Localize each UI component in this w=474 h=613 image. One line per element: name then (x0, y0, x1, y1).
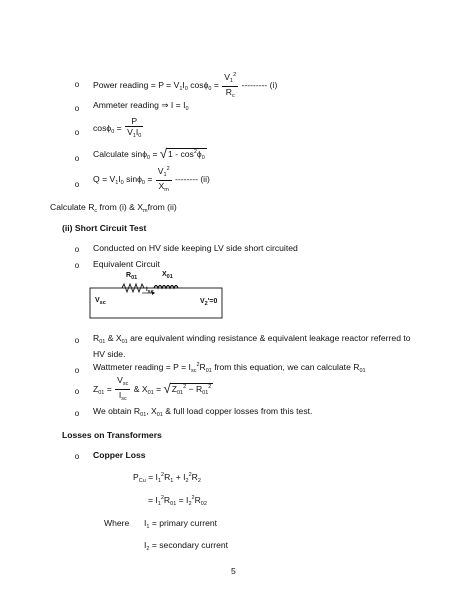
bullet: o (74, 409, 80, 418)
bullet: o (74, 366, 80, 375)
where-label: Where (104, 518, 130, 528)
circuit-x-label: $X_{01}$ (162, 271, 173, 280)
bullet: o (74, 387, 80, 396)
bullet: o (74, 128, 80, 137)
i1-definition: $I_1$ = primary current (144, 518, 218, 530)
bullet: o (74, 154, 80, 163)
losses-heading: Losses on Transformers (62, 430, 162, 440)
sc-bullet-wattmeter: Wattmeter reading = $P = I_{sc}^2R_{01}$ from this equation, we can calculate $R_{01}$ (93, 362, 366, 374)
sc-bullet-hv-side: Conducted on HV side keeping LV side short circuited (93, 243, 298, 253)
circuit-r-label: $R_{01}$ (126, 272, 138, 281)
cos-phi-eq: cosϕ$_0$ = $\frac{P}{V_1I_0}$ (93, 116, 142, 139)
circuit-v-label: $V_{sc}$ (95, 297, 106, 306)
pcu-eq-line2: = $I_1^2R_{01} = I_2^2R_{02}$ (148, 495, 207, 507)
q-eq: $Q = V_1I_0$ sinϕ$_0$ = $\frac{V_1^2}{X_m}$ -------- (ii) (93, 166, 210, 193)
bullet: o (74, 80, 80, 89)
inductor-symbol (154, 286, 178, 289)
sc-bullet-equivalent-circuit: Equivalent Circuit (93, 259, 160, 269)
sc-bullet-impedance: $Z_{01}$ = $\frac{V_{sc}}{I_{sc}}$ & $X_{01} = √Z_{01}^2 - R_{01}^2$ (93, 375, 212, 402)
bullet: o (74, 104, 80, 113)
sc-bullet-hv-side-cont: HV side. (93, 349, 126, 359)
calc-sin-eq: Calculate $\sin\phi_0 = √1 - \cos^2\phi_0$ (93, 146, 205, 161)
bullet: o (74, 452, 80, 461)
bullet: o (74, 245, 80, 254)
sc-bullet-obtain: We obtain $R_{01}$, $X_{01}$ & full load copper losses from this test. (93, 406, 313, 418)
short-circuit-heading: (ii) Short Circuit Test (62, 223, 147, 233)
equivalent-circuit-diagram (88, 272, 228, 320)
sc-bullet-equivalent-resistance: $R_{01}$ & $X_{01}$ are equivalent winding resistance & equivalent leakage reactor referred to (93, 333, 411, 345)
pcu-eq: $P_{Cu} = I_1^2R_1 + I_2^2R_2$ (133, 472, 201, 484)
bullet: o (74, 261, 80, 270)
calculate-rc-line: Calculate $R_c$ from (i) & $X_mfrom$ (ii) (50, 202, 177, 214)
ammeter-reading-eq: Ammeter reading ⇒ $I = I_0$ (93, 100, 189, 112)
power-reading-eq: Power reading = $P = V_1I_0$ cosϕ$_0$ = $\frac{V_1^2}{R_c}$ --------- (i) (93, 72, 278, 99)
bullet: o (74, 336, 80, 345)
i2-definition: $I_2$ = secondary current (144, 540, 229, 552)
copper-loss-heading: Copper Loss (93, 450, 146, 460)
circuit-i-label: $I_{sc}$ (146, 287, 154, 295)
page-number: 5 (231, 566, 236, 576)
bullet: o (74, 180, 80, 189)
circuit-v2-label: $V_2'=0$ (200, 298, 218, 307)
